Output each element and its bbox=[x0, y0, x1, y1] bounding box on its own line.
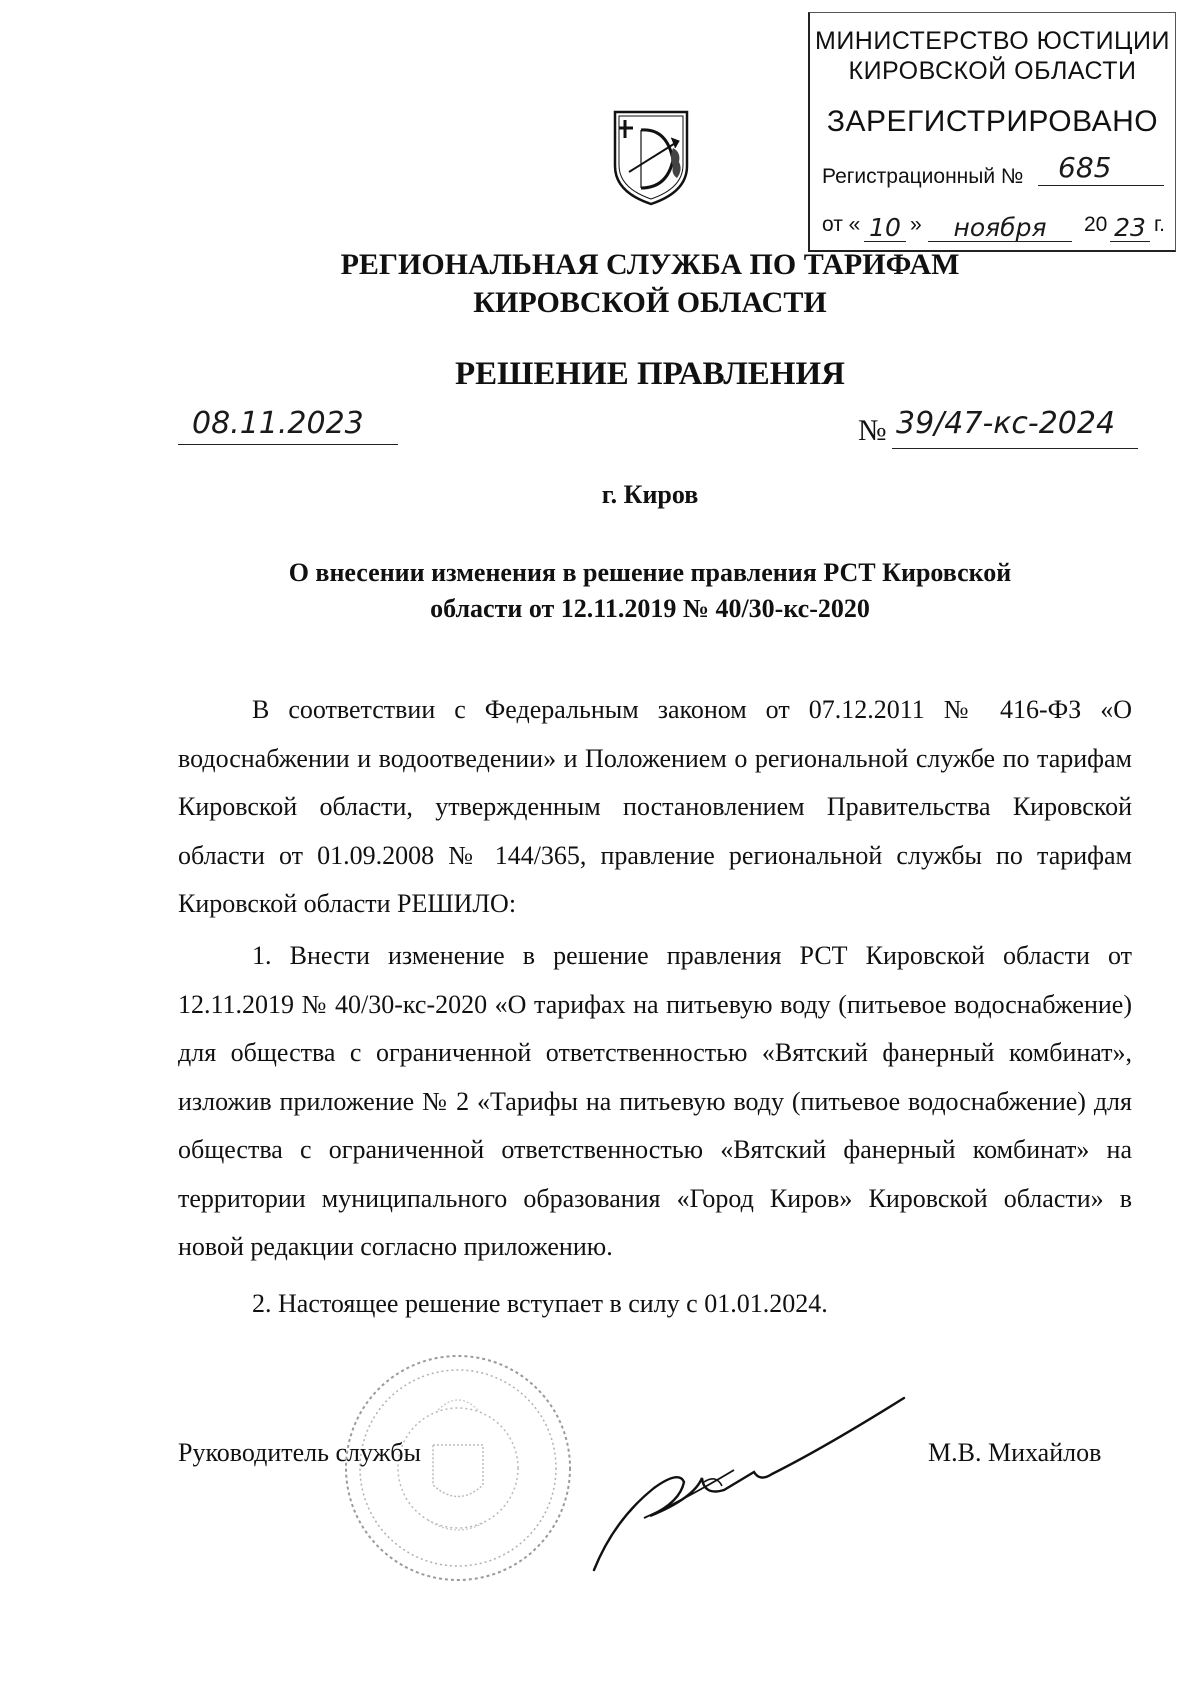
organization-name-line2: КИРОВСКОЙ ОБЛАСТИ bbox=[473, 286, 827, 319]
city-name: г. Киров bbox=[601, 480, 699, 509]
paragraph-text: 1. Внести изменение в решение правления РСТ Кировской области от 12.11.2019 № 40/30-кс-2020 «О тарифах на питьевую воду (питьевое водоснабжение) для общества с ограниченной ответственностью «Вятский фанерный комбинат», изложив приложение № 2 «Тарифы на питьевую воду (питьевое водоснабжение) для общества с ограниченной ответственностью «Вятский фанерный комбинат» на территории муниципального образования «Город Киров» Кировской области» в новой редакции согласно приложению. bbox=[178, 941, 1132, 1261]
body-paragraph-preamble bbox=[178, 686, 1132, 929]
stamp-day: 10 bbox=[869, 213, 901, 242]
stamp-line-region: КИРОВСКОЙ ОБЛАСТИ bbox=[848, 57, 1137, 85]
stamp-day-field bbox=[864, 213, 906, 242]
stamp-year: 23 bbox=[1114, 213, 1146, 242]
paragraph-text: В соответствии с Федеральным законом от 07.12.2011 № 416-ФЗ «О водоснабжении и водоотведении» и Положением о региональной службе по тарифам Кировской области, утвержденным постановлением Правительства Кировской области от 01.09.2008 № 144/365, правление региональной службы по тарифам Кировской области РЕШИЛО: bbox=[178, 695, 1132, 918]
signatory-role: Руководитель службы bbox=[178, 1438, 421, 1467]
organization-name-line1: РЕГИОНАЛЬНАЯ СЛУЖБА ПО ТАРИФАМ bbox=[340, 248, 960, 281]
handwritten-signature-icon bbox=[584, 1390, 914, 1580]
decision-date-field bbox=[178, 406, 398, 445]
kirov-coat-of-arms-icon bbox=[611, 108, 691, 206]
decision-number-label: № bbox=[858, 414, 887, 447]
subject-line1: О внесении изменения в решение правления РСТ Кировской bbox=[288, 558, 1012, 587]
body-paragraph-item1 bbox=[178, 932, 1132, 1272]
decision-number: 39/47-кс-2024 bbox=[896, 406, 1116, 441]
stamp-month: ноября bbox=[953, 213, 1047, 242]
registration-stamp bbox=[808, 12, 1176, 252]
stamp-month-field bbox=[928, 213, 1072, 242]
stamp-year-field bbox=[1110, 213, 1150, 242]
stamp-reg-number-field bbox=[1038, 151, 1164, 186]
document-type-title: РЕШЕНИЕ ПРАВЛЕНИЯ bbox=[455, 356, 845, 392]
stamp-year-prefix: 20 bbox=[1084, 213, 1108, 236]
body-paragraph-item2 bbox=[178, 1280, 1132, 1329]
stamp-reg-number: 685 bbox=[1058, 151, 1112, 184]
stamp-year-unit: г. bbox=[1154, 213, 1165, 236]
decision-date: 08.11.2023 bbox=[192, 406, 364, 441]
decision-number-field bbox=[892, 406, 1138, 449]
subject-line2: области от 12.11.2019 № 40/30-кс-2020 bbox=[430, 594, 870, 623]
stamp-reg-label: Регистрационный № bbox=[822, 165, 1024, 188]
round-seal-icon bbox=[338, 1350, 578, 1586]
paragraph-text: 2. Настоящее решение вступает в силу с 01.01.2024. bbox=[252, 1289, 828, 1318]
signatory-name: М.В. Михайлов bbox=[928, 1438, 1102, 1467]
stamp-line-registered: ЗАРЕГИСТРИРОВАНО bbox=[826, 105, 1159, 138]
stamp-line-ministry: МИНИСТЕРСТВО ЮСТИЦИИ bbox=[815, 27, 1170, 55]
stamp-day-close: » bbox=[910, 213, 922, 236]
stamp-date-prefix: от « bbox=[822, 213, 861, 236]
